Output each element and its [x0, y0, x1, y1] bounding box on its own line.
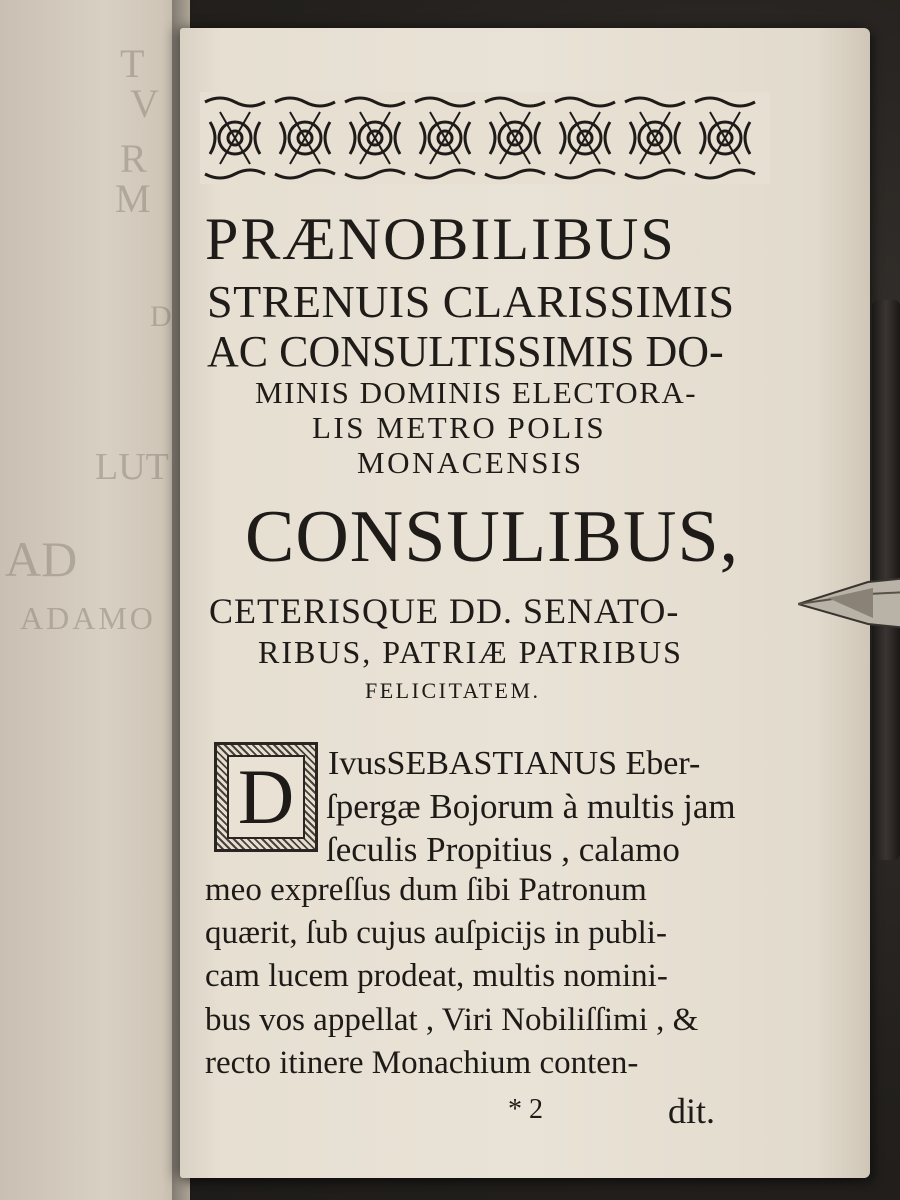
title-line-8: CETERISQUE DD. SENATO- [209, 591, 680, 631]
left-page [0, 0, 190, 1200]
title-line-3: AC CONSULTISSIMIS DO- [207, 327, 724, 376]
title-line-4: MINIS DOMINIS ELECTORA- [255, 375, 698, 410]
ghost-letter: D [150, 300, 172, 333]
drop-cap-letter: D [237, 753, 295, 840]
page-signature: * 2 [508, 1094, 543, 1125]
body-line-3: ſeculis Propitius , calamo [326, 830, 680, 869]
body-line-5: quærit, ſub cujus auſpicijs in publi- [205, 915, 667, 951]
ghost-letter: ADAMO [20, 600, 156, 636]
ghost-letter: T [120, 41, 145, 86]
body-line-1: IvusSEBASTIANUS Eber- [328, 745, 701, 782]
title-line-10: FELICITATEM. [365, 678, 541, 703]
ghost-letter: LUT [95, 446, 169, 488]
title-line-9: RIBUS, PATRIÆ PATRIBUS [258, 634, 683, 670]
body-line-7: bus vos appellat , Viri Nobiliſſimi , & [205, 1002, 699, 1038]
ghost-letter: M [115, 176, 151, 221]
ornamental-headpiece [200, 92, 770, 184]
pen-tip-icon [798, 568, 900, 638]
ghost-letter: R [120, 136, 147, 181]
catchword: dit. [668, 1091, 716, 1131]
body-line-4: meo expreſſus dum ſibi Patronum [205, 872, 647, 908]
ghost-letter: AD [5, 531, 78, 587]
title-line-6: MONACENSIS [357, 445, 584, 480]
body-line-8: recto itinere Monachium conten- [205, 1045, 639, 1081]
title-line-7: CONSULIBUS, [245, 496, 740, 578]
title-line-1: PRÆNOBILIBUS [205, 206, 676, 272]
drop-cap-frame [227, 755, 305, 839]
body-line-2: ſpergæ Bojorum à multis jam [326, 787, 736, 826]
title-line-2: STRENUIS CLARISSIMIS [207, 276, 735, 327]
title-line-5: LIS METRO POLIS [312, 410, 607, 445]
ghost-letter: V [130, 81, 159, 126]
drop-cap-initial [214, 742, 318, 852]
body-line-6: cam lucem prodeat, multis nomini- [205, 958, 668, 994]
